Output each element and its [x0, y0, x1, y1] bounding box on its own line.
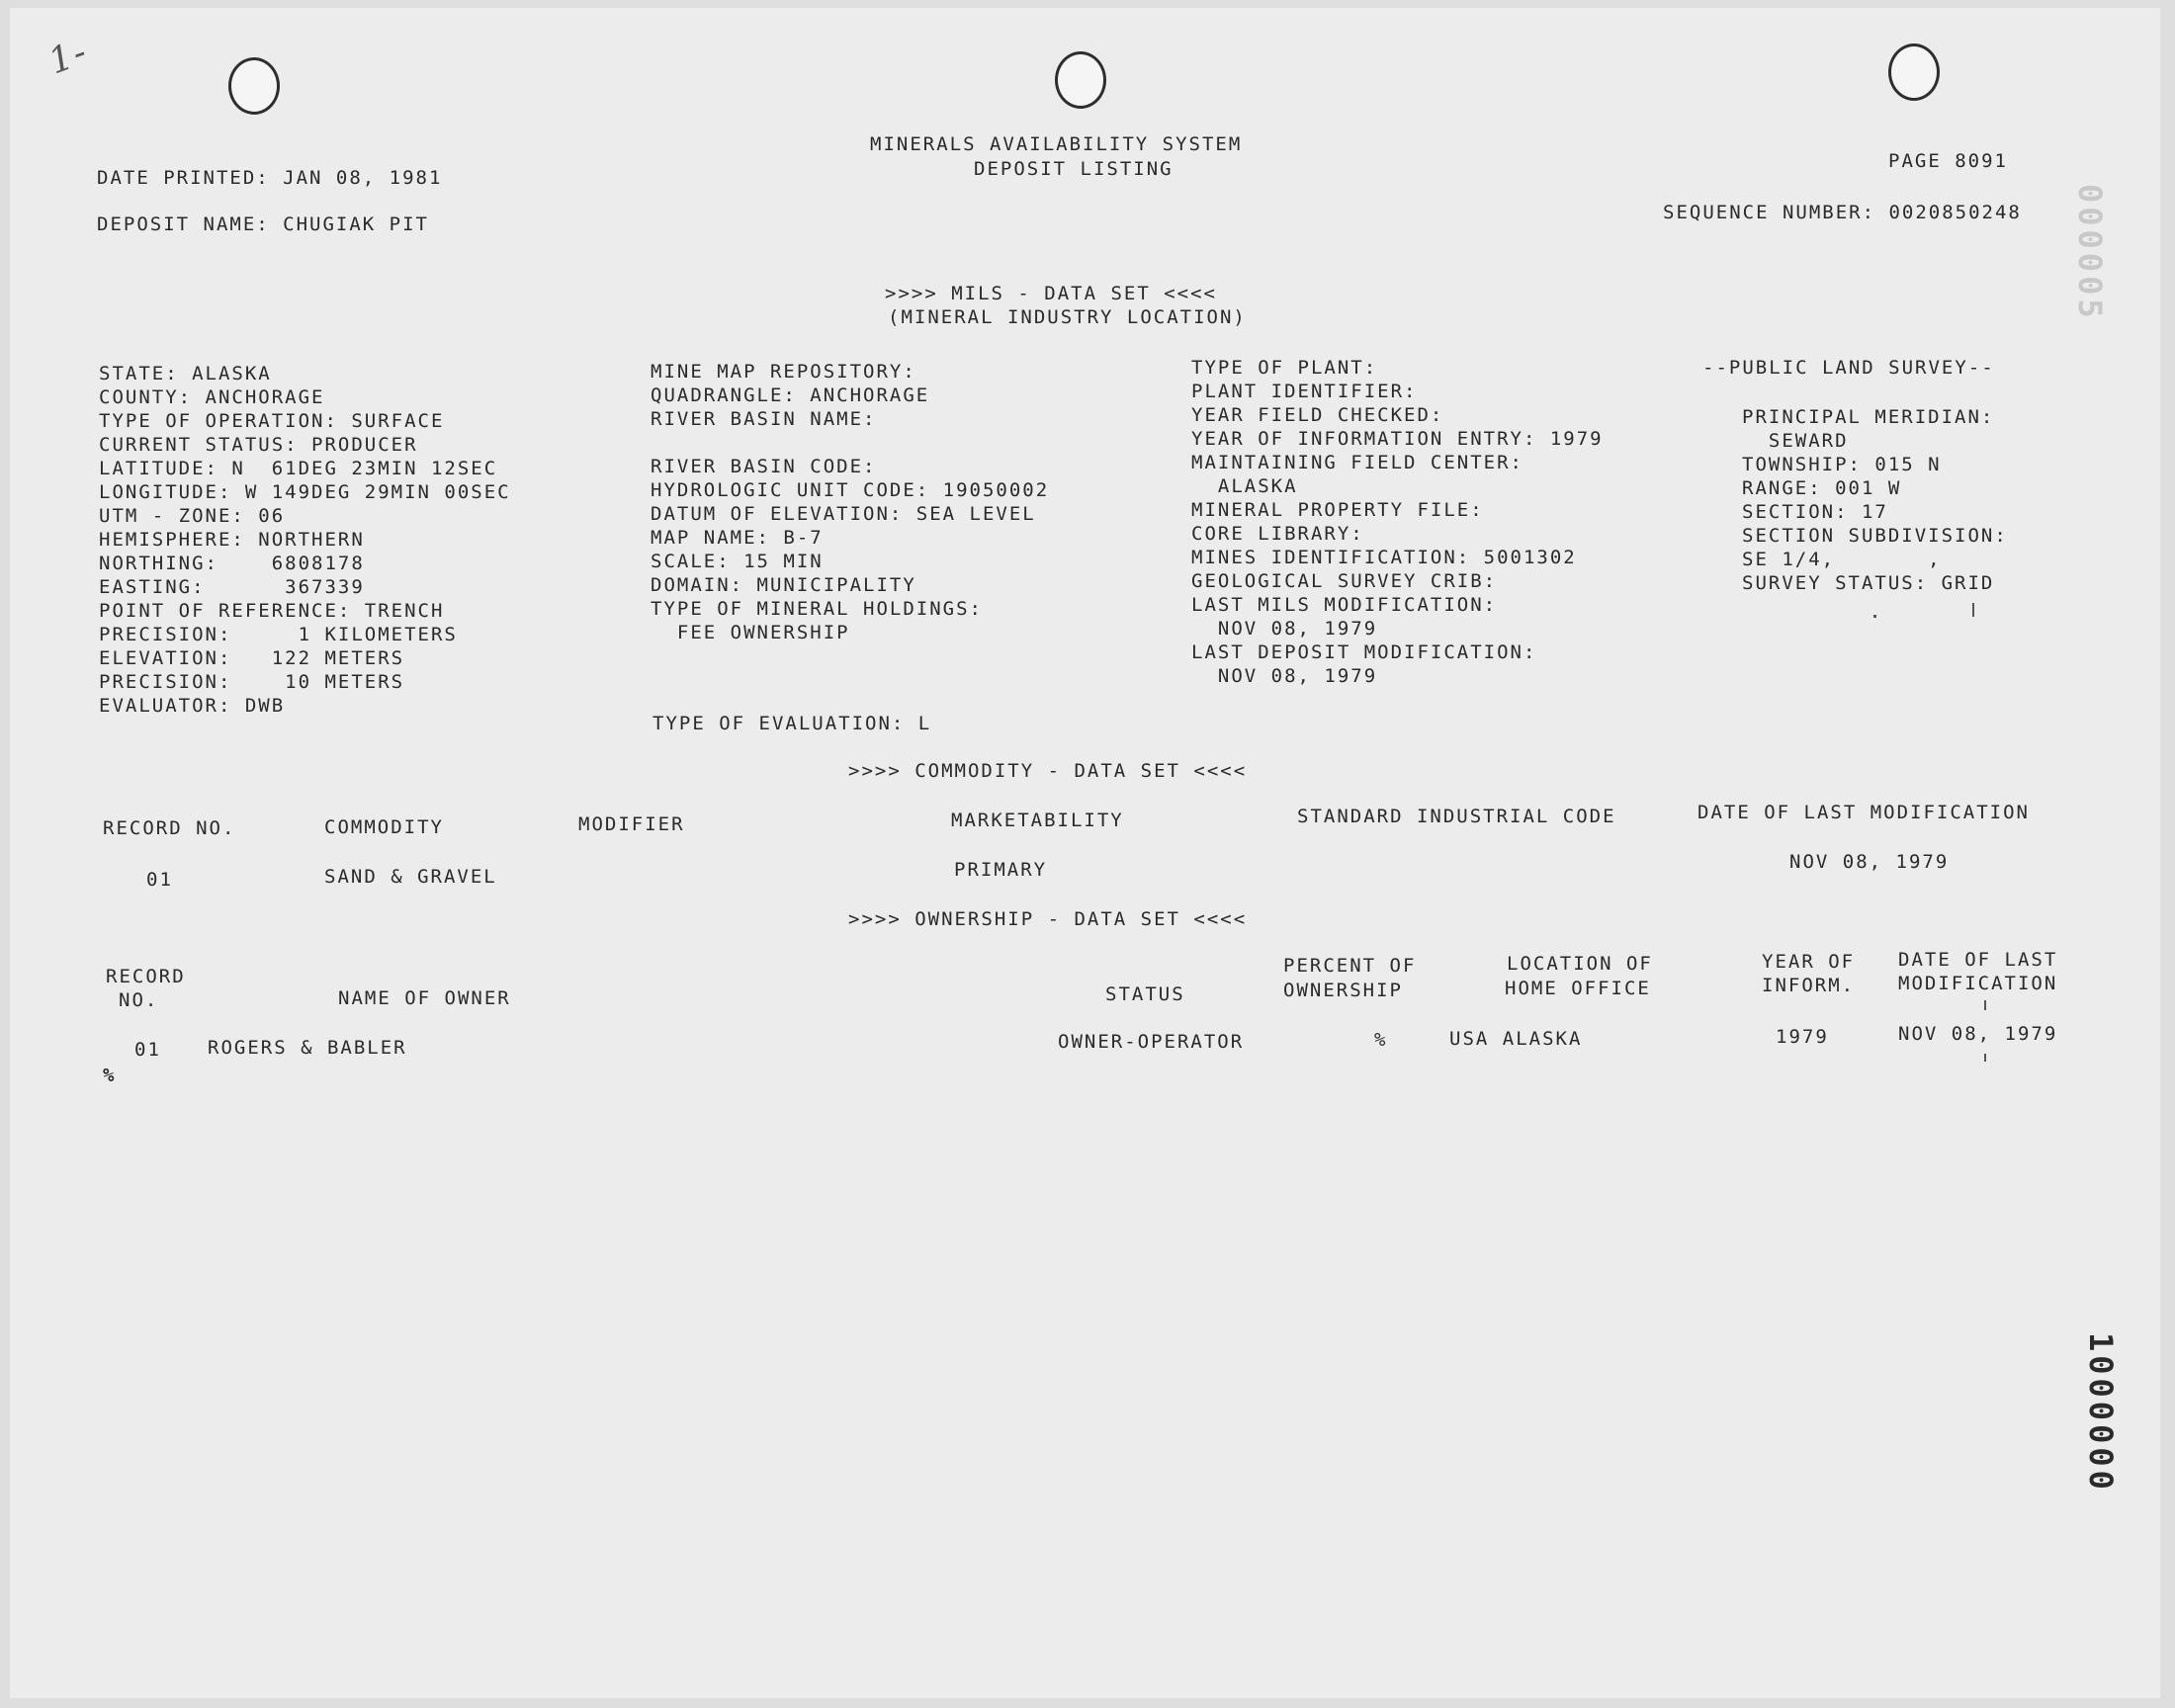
- mils-field: PRECISION: 1 KILOMETERS: [99, 624, 458, 645]
- commodity-header-sic: STANDARD INDUSTRIAL CODE: [1297, 806, 1616, 827]
- ownership-trailer: %: [103, 1065, 117, 1086]
- mils-field: TYPE OF OPERATION: SURFACE: [99, 410, 445, 432]
- commodity-header-last-mod: DATE OF LAST MODIFICATION: [1697, 802, 2030, 823]
- mils-field: MINE MAP REPOSITORY:: [651, 361, 916, 383]
- mils-field: GEOLOGICAL SURVEY CRIB:: [1191, 570, 1498, 592]
- ownership-header-percent: PERCENT OF: [1283, 955, 1417, 977]
- owner-location: USA ALASKA: [1449, 1028, 1583, 1050]
- mils-column-4: [1742, 405, 2008, 595]
- mils-field: ELEVATION: 122 METERS: [99, 647, 405, 669]
- mils-field: DOMAIN: MUNICIPALITY: [651, 574, 916, 596]
- mils-field: COUNTY: ANCHORAGE: [99, 386, 325, 408]
- handwritten-mark: 1-: [43, 31, 94, 83]
- ownership-header-year: YEAR OF: [1762, 951, 1856, 973]
- mils-field: MAP NAME: B-7: [651, 527, 824, 549]
- mils-field: PLANT IDENTIFIER:: [1191, 381, 1418, 402]
- mils-field: EASTING: 367339: [99, 576, 365, 598]
- stray-mark: [1972, 603, 1974, 617]
- ownership-header-modification: MODIFICATION: [1898, 973, 2058, 994]
- plss-field: SE 1/4, ,: [1742, 549, 1942, 570]
- mils-column-1: [99, 362, 511, 718]
- mils-field: EVALUATOR: DWB: [99, 695, 286, 717]
- mils-field: CORE LIBRARY:: [1191, 523, 1364, 545]
- mils-field: ALASKA: [1191, 475, 1298, 497]
- sequence-number: SEQUENCE NUMBER: 0020850248: [1663, 202, 2022, 223]
- mils-field: RIVER BASIN NAME:: [651, 408, 877, 430]
- ownership-header-status: STATUS: [1105, 983, 1185, 1005]
- stray-mark: [1873, 615, 1876, 618]
- mils-field: STATE: ALASKA: [99, 363, 272, 384]
- page-number: PAGE 8091: [1888, 150, 2008, 172]
- commodity-header-marketability: MARKETABILITY: [951, 810, 1124, 831]
- stray-mark: [1984, 1054, 1986, 1062]
- commodity-header-record: RECORD NO.: [103, 817, 236, 839]
- ownership-header-inform: INFORM.: [1762, 975, 1856, 996]
- mils-field: LONGITUDE: W 149DEG 29MIN 00SEC: [99, 481, 511, 503]
- owner-year: 1979: [1776, 1026, 1829, 1048]
- mils-field: NOV 08, 1979: [1191, 665, 1378, 687]
- owner-date: NOV 08, 1979: [1898, 1023, 2058, 1045]
- commodity-header-commodity: COMMODITY: [324, 816, 444, 838]
- mils-column-2: [651, 360, 1049, 644]
- stray-mark: [1984, 1000, 1986, 1010]
- mils-field: MINERAL PROPERTY FILE:: [1191, 499, 1484, 521]
- mils-field: HEMISPHERE: NORTHERN: [99, 529, 365, 551]
- ownership-header-ownership: OWNERSHIP: [1283, 980, 1403, 1001]
- punch-hole-center: [1055, 51, 1106, 109]
- mils-field: YEAR FIELD CHECKED:: [1191, 404, 1444, 426]
- mils-field: RIVER BASIN CODE:: [651, 456, 877, 477]
- commodity-name: SAND & GRAVEL: [324, 866, 497, 888]
- mils-field: LATITUDE: N 61DEG 23MIN 12SEC: [99, 458, 498, 479]
- mils-column-3: [1191, 356, 1604, 688]
- system-title: MINERALS AVAILABILITY SYSTEM: [870, 133, 1243, 155]
- owner-name: ROGERS & BABLER: [208, 1037, 407, 1059]
- mils-field: MINES IDENTIFICATION: 5001302: [1191, 547, 1577, 568]
- mils-field: LAST MILS MODIFICATION:: [1191, 594, 1498, 616]
- owner-record-no: 01: [134, 1039, 161, 1061]
- commodity-marketability: PRIMARY: [954, 859, 1048, 881]
- type-of-evaluation: TYPE OF EVALUATION: L: [652, 713, 932, 734]
- commodity-record-no: 01: [146, 869, 173, 891]
- deposit-name: DEPOSIT NAME: CHUGIAK PIT: [97, 214, 429, 235]
- owner-percent: %: [1374, 1029, 1388, 1051]
- plss-field: TOWNSHIP: 015 N: [1742, 454, 1942, 475]
- commodity-header-modifier: MODIFIER: [578, 813, 685, 835]
- mils-field: HYDROLOGIC UNIT CODE: 19050002: [651, 479, 1050, 501]
- ownership-heading: >>>> OWNERSHIP - DATA SET <<<<: [848, 908, 1248, 930]
- ownership-header-date: DATE OF LAST: [1898, 949, 2058, 971]
- mils-field: [651, 431, 1049, 455]
- mils-field: DATUM OF ELEVATION: SEA LEVEL: [651, 503, 1036, 525]
- mils-field: MAINTAINING FIELD CENTER:: [1191, 452, 1523, 473]
- ownership-header-location: LOCATION OF: [1507, 953, 1653, 975]
- mils-field: UTM - ZONE: 06: [99, 505, 286, 527]
- mils-field: CURRENT STATUS: PRODUCER: [99, 434, 418, 456]
- mils-field: LAST DEPOSIT MODIFICATION:: [1191, 641, 1537, 663]
- date-printed: DATE PRINTED: JAN 08, 1981: [97, 167, 443, 189]
- mils-field: TYPE OF PLANT:: [1191, 357, 1378, 379]
- mils-field: NOV 08, 1979: [1191, 618, 1378, 640]
- listing-title: DEPOSIT LISTING: [974, 158, 1174, 180]
- plss-field: SECTION SUBDIVISION:: [1742, 525, 2008, 547]
- mils-subheading: (MINERAL INDUSTRY LOCATION): [888, 306, 1247, 328]
- plss-field: PRINCIPAL MERIDIAN:: [1742, 406, 1995, 428]
- punch-hole-left: [228, 57, 280, 115]
- mils-field: POINT OF REFERENCE: TRENCH: [99, 600, 445, 622]
- plss-field: RANGE: 001 W: [1742, 477, 1902, 499]
- punch-hole-right: [1888, 43, 1940, 101]
- mils-field: PRECISION: 10 METERS: [99, 671, 405, 693]
- mils-field: TYPE OF MINERAL HOLDINGS:: [651, 598, 983, 620]
- commodity-last-mod: NOV 08, 1979: [1789, 851, 1950, 873]
- owner-status: OWNER-OPERATOR: [1058, 1031, 1245, 1053]
- mils-field: FEE OWNERSHIP: [651, 622, 850, 643]
- mils-field: YEAR OF INFORMATION ENTRY: 1979: [1191, 428, 1604, 450]
- mils-heading: >>>> MILS - DATA SET <<<<: [885, 283, 1217, 304]
- ownership-header-record-no: NO.: [119, 989, 159, 1011]
- plss-heading: --PUBLIC LAND SURVEY--: [1702, 357, 1995, 379]
- margin-code-top: 000005: [2071, 184, 2109, 322]
- plss-field: SEWARD: [1742, 430, 1849, 452]
- ownership-header-home-office: HOME OFFICE: [1505, 978, 1651, 999]
- mils-field: NORTHING: 6808178: [99, 553, 365, 574]
- mils-field: QUADRANGLE: ANCHORAGE: [651, 384, 930, 406]
- mils-field: SCALE: 15 MIN: [651, 551, 824, 572]
- commodity-heading: >>>> COMMODITY - DATA SET <<<<: [848, 760, 1248, 782]
- printout-sheet: [10, 8, 2160, 1698]
- margin-code-bottom: 1000000: [2082, 1332, 2120, 1494]
- ownership-header-record: RECORD: [106, 966, 186, 987]
- plss-field: SURVEY STATUS: GRID: [1742, 572, 1995, 594]
- plss-field: SECTION: 17: [1742, 501, 1888, 523]
- ownership-header-name: NAME OF OWNER: [338, 987, 511, 1009]
